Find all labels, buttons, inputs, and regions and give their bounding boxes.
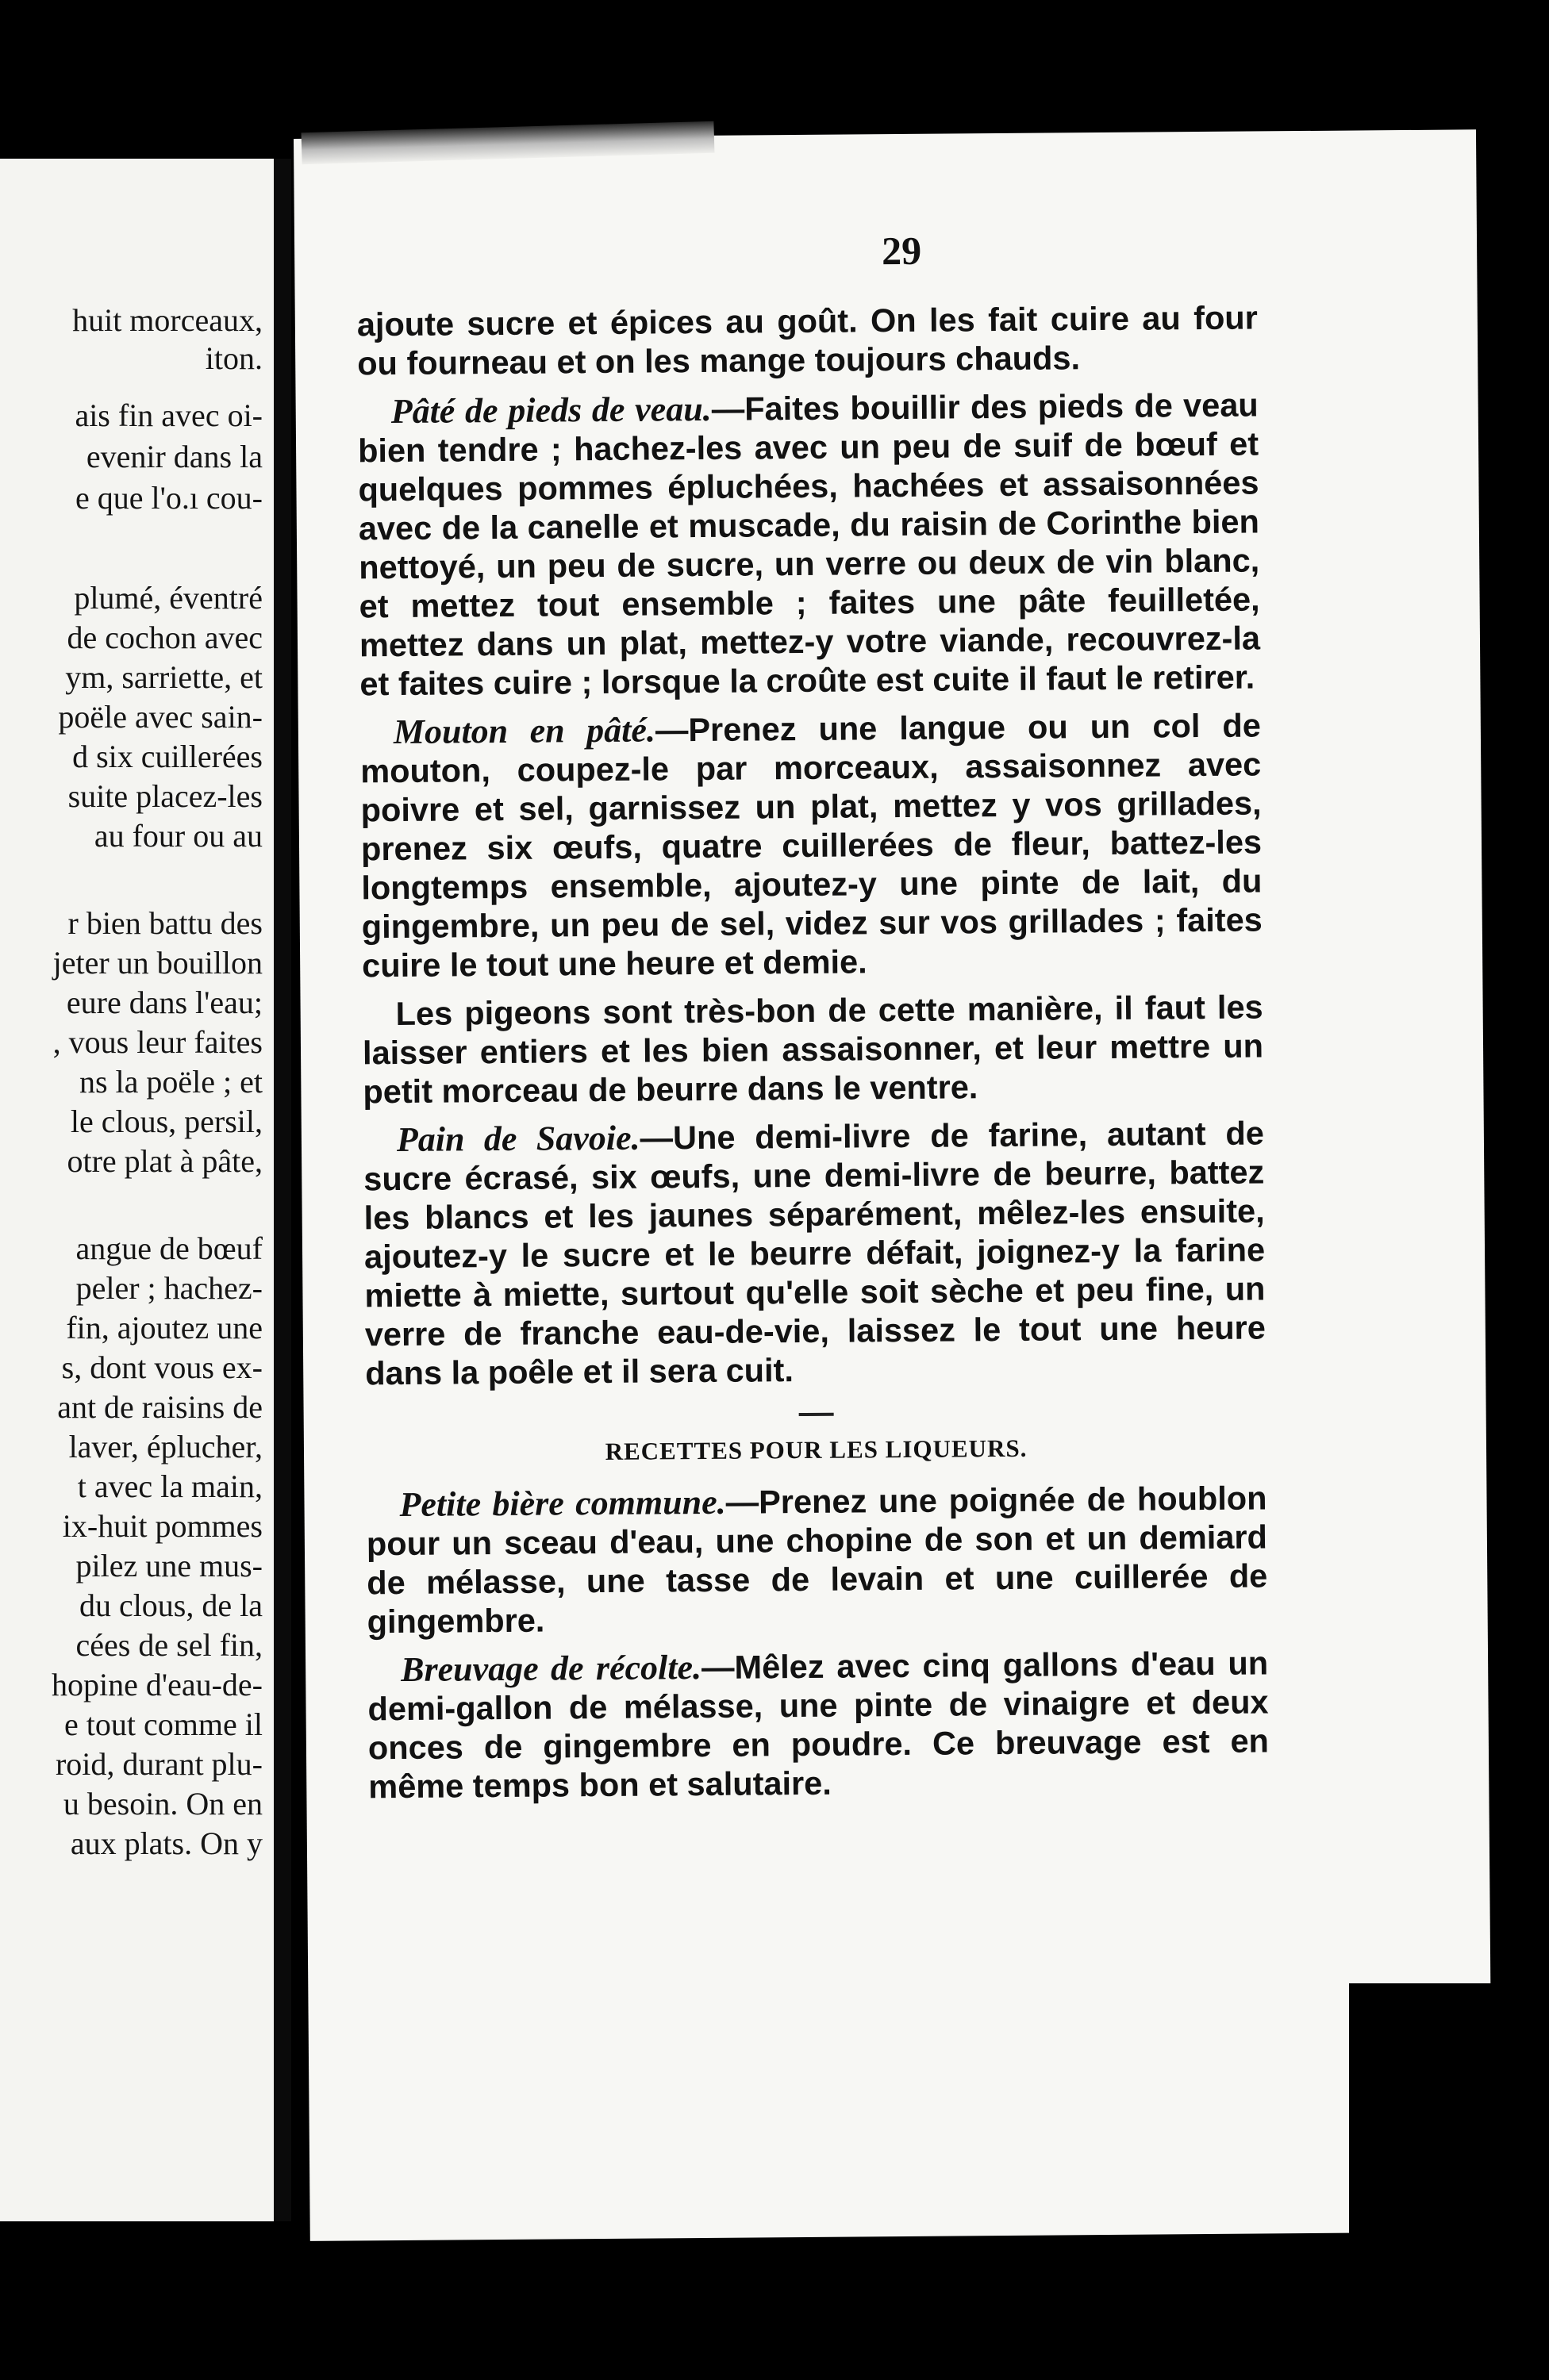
facing-line: t avec la main,: [77, 1468, 263, 1504]
facing-line: roid, durant plu-: [55, 1746, 263, 1782]
section-divider: [798, 1413, 833, 1416]
facing-line: iton.: [205, 340, 263, 376]
facing-line: u besoin. On en: [63, 1786, 263, 1821]
facing-line: , vous leur faites: [52, 1024, 263, 1060]
facing-line: aux plats. On y: [70, 1825, 263, 1861]
page-text: [357, 298, 1270, 1815]
recipe-body: —Faites bouillir des pieds de veau bien tendre ; hachez-les avec un peu de suif de bœuf et quelques pommes épluchées, hachées et assaisonnées avec de la canelle et muscade, du raisin de Corinthe bien nettoyé, un peu de sucre, un verre ou deux de vin blanc, et mettez tout ensemble ; faites une pâte feuilletée, mettez dans un plat, mettez-y votre viande, recouvrez-la et faites cuire ; lorsque la croûte est cuite il faut le retirer.: [357, 386, 1261, 703]
facing-line: laver, éplucher,: [68, 1429, 263, 1464]
facing-line: cées de sel fin,: [75, 1627, 263, 1663]
section-heading: RECETTES POUR LES LIQUEURS.: [605, 1434, 1028, 1465]
page-number: 29: [881, 228, 922, 274]
recipe-paragraph: [366, 1478, 1268, 1641]
facing-line: angue de bœuf: [75, 1230, 263, 1266]
facing-line: plumé, éventré: [74, 580, 263, 616]
intro-paragraph: ajoute sucre et épices au goût. On les fait cuire au four ou fourneau et on les mange toujours chauds.: [356, 298, 1258, 382]
facing-line: suite placez-les: [67, 778, 263, 814]
facing-line: d six cuillerées: [72, 739, 263, 774]
facing-line: ns la poële ; et: [79, 1064, 263, 1100]
recipe-paragraph: [360, 705, 1263, 985]
recipe-title: Breuvage de récolte.: [400, 1648, 702, 1689]
main-page: [294, 129, 1493, 2241]
facing-line: au four ou au: [94, 818, 263, 854]
pigeons-note: Les pigeons sont très-bon de cette manière, il faut les laisser entiers et les bien assaisonner, et leur mettre un petit morceau de beurre dans le ventre.: [362, 988, 1264, 1111]
facing-line: r bien battu des: [67, 905, 263, 941]
recipe-title: Petite bière commune.: [399, 1482, 726, 1525]
facing-line: ym, sarriette, et: [65, 659, 263, 695]
facing-line: hopine d'eau-de-: [52, 1667, 263, 1702]
facing-line: ais fin avec oi-: [75, 397, 263, 433]
facing-line: pilez une mus-: [75, 1548, 263, 1583]
facing-line: e tout comme il: [64, 1706, 263, 1742]
facing-line: du clous, de la: [79, 1587, 263, 1623]
recipe-body: —Mêlez avec cinq gallons d'eau un demi-gallon de mélasse, une pinte de vinaigre et deux onces de gingembre en poudre. Ce breuvage est en même temps bon et salutaire.: [367, 1644, 1270, 1806]
book-gutter: [274, 159, 291, 2221]
facing-line: s, dont vous ex-: [61, 1349, 263, 1385]
facing-line: le clous, persil,: [70, 1104, 263, 1139]
facing-line: ant de raisins de: [57, 1389, 263, 1425]
recipe-title: Pâté de pieds de veau.: [390, 389, 712, 432]
facing-line: poële avec sain-: [58, 699, 263, 735]
facing-line: evenir dans la: [86, 439, 263, 474]
facing-line: jeter un bouillon: [52, 945, 263, 981]
facing-line: ix-huit pommes: [62, 1508, 263, 1544]
facing-line: fin, ajoutez une: [66, 1310, 263, 1345]
recipe-title: Pain de Savoie.: [396, 1118, 640, 1160]
recipe-paragraph: [358, 385, 1261, 703]
recipe-paragraph: [367, 1643, 1270, 1806]
scan-background: [1349, 1983, 1549, 2380]
facing-page: [0, 159, 274, 2221]
facing-line: otre plat à pâte,: [67, 1143, 263, 1179]
recipe-title: Mouton en pâté.: [393, 710, 656, 752]
recipe-body: —Prenez une langue ou un col de mouton, coupez-le par morceaux, assaisonnez avec poivre et sel, garnissez un plat, mettez y vos grillades, prenez six œufs, quatre cuillerées de fleur, battez-les longtemps ensemble, ajoutez-y une pinte de lait, du gingembre, un peu de sel, videz sur vos grillades ; faites cuire le tout une heure et demie.: [360, 706, 1263, 985]
facing-line: eure dans l'eau;: [66, 985, 263, 1020]
facing-line: de cochon avec: [67, 620, 263, 655]
facing-line: peler ; hachez-: [75, 1270, 263, 1306]
facing-line: e que l'o.ı cou-: [75, 480, 263, 516]
recipe-body: —Une demi-livre de farine, autant de sucre écrasé, six œufs, une demi-livre de beurre, battez les blancs et les jaunes séparément, mêlez-les ensuite, ajoutez-y le sucre et le beurre défait, joignez-y la farine miette à miette, surtout qu'elle soit sèche et peu fine, un verre de franche eau-de-vie, laissez le tout une heure dans la poêle et il sera cuit.: [363, 1114, 1266, 1392]
recipe-paragraph: [363, 1113, 1266, 1392]
facing-line: huit morceaux,: [72, 302, 263, 338]
recipe-body: —Prenez une poignée de houblon pour un sceau d'eau, une chopine de son et un demiard de mélasse, une tasse de levain et une cuillerée de gingembre.: [366, 1479, 1268, 1641]
